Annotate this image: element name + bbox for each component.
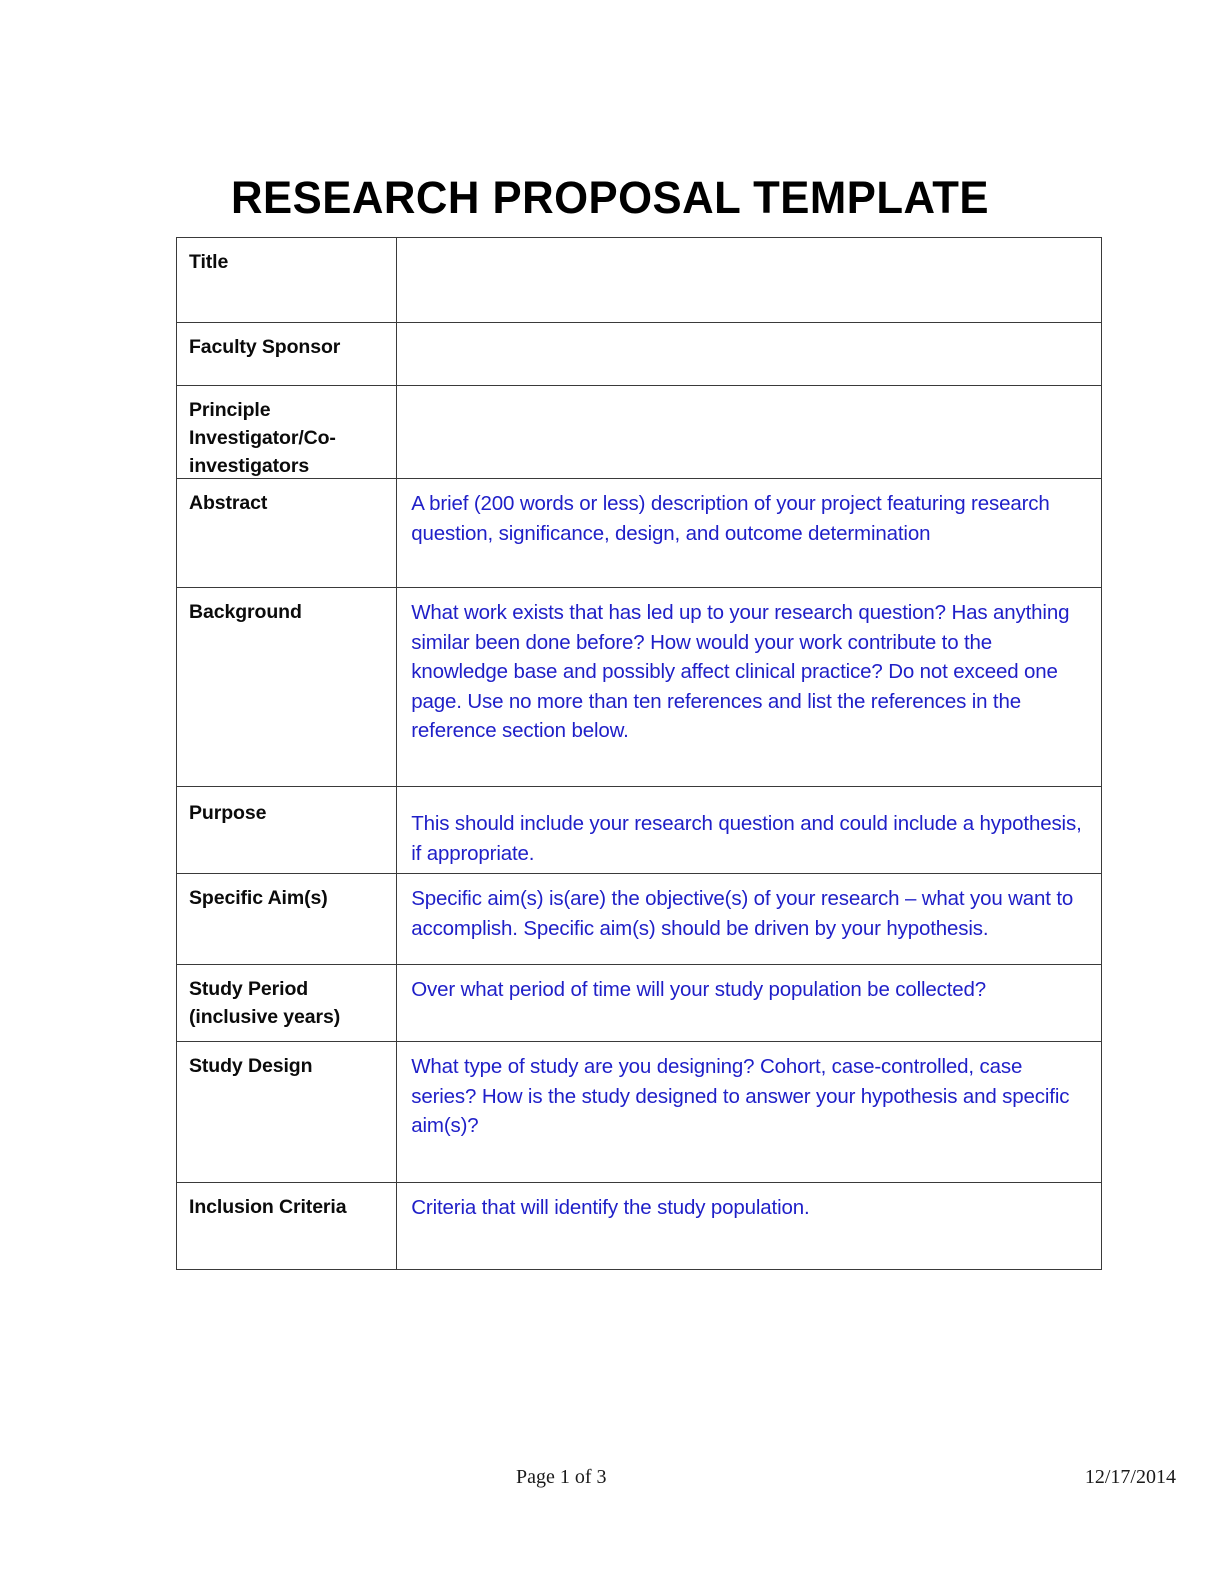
- row-label-cell-purpose: [177, 787, 397, 874]
- field-label-study-period-line2: (inclusive years): [189, 1006, 341, 1028]
- field-label-inclusion-criteria: Inclusion Criteria: [189, 1196, 347, 1218]
- row-value-cell-abstract[interactable]: [397, 479, 1102, 588]
- row-value-cell-specific-aims[interactable]: [397, 874, 1102, 965]
- row-value-cell-title[interactable]: [397, 238, 1102, 323]
- table-row: [177, 1042, 1102, 1183]
- field-label-abstract: Abstract: [189, 492, 268, 514]
- row-label-cell-principle-investigator: [177, 386, 397, 479]
- field-label-principle-investigator-line2: Investigator/Co-: [189, 427, 336, 449]
- page-title: RESEARCH PROPOSAL TEMPLATE: [231, 172, 989, 224]
- row-value-cell-study-period[interactable]: [397, 965, 1102, 1042]
- field-value-inclusion-criteria: Criteria that will identify the study population.: [411, 1196, 810, 1219]
- footer-date: 12/17/2014: [1084, 1466, 1176, 1488]
- row-value-cell-inclusion-criteria[interactable]: [397, 1183, 1102, 1270]
- footer-page-number: Page 1 of 3: [516, 1466, 607, 1488]
- field-label-study-period-line1: Study Period: [189, 978, 309, 1000]
- field-label-study-design: Study Design: [189, 1055, 313, 1077]
- row-label-cell-faculty-sponsor: [177, 323, 397, 386]
- field-label-purpose: Purpose: [189, 802, 267, 824]
- table-row: [177, 874, 1102, 965]
- table-row: [177, 965, 1102, 1042]
- table-row: [177, 787, 1102, 874]
- page-footer: [176, 1462, 1186, 1492]
- row-label-cell-study-period: [177, 965, 397, 1042]
- field-label-background: Background: [189, 601, 302, 623]
- field-value-specific-aims: Specific aim(s) is(are) the objective(s) of your research – what you want to accomplish. Specific aim(s) should be driven by your hypothesis.: [411, 887, 1074, 940]
- field-value-abstract: A brief (200 words or less) description of your project featuring research question, significance, design, and outcome determination: [411, 492, 1050, 545]
- table-row: [177, 588, 1102, 787]
- field-label-specific-aims: Specific Aim(s): [189, 887, 328, 909]
- table-row: [177, 386, 1102, 479]
- row-label-cell-abstract: [177, 479, 397, 588]
- row-value-cell-study-design[interactable]: [397, 1042, 1102, 1183]
- field-label-principle-investigator-line1: Principle: [189, 399, 271, 421]
- field-value-study-period: Over what period of time will your study population be collected?: [411, 978, 987, 1001]
- field-value-study-design: What type of study are you designing? Cohort, case-controlled, case series? How is the study designed to answer your hypothesis and specific aim(s)?: [411, 1055, 1070, 1137]
- row-value-cell-faculty-sponsor[interactable]: [397, 323, 1102, 386]
- row-label-cell-study-design: [177, 1042, 397, 1183]
- table-row: [177, 1183, 1102, 1270]
- row-value-cell-background[interactable]: [397, 588, 1102, 787]
- table-row: [177, 238, 1102, 323]
- row-label-cell-background: [177, 588, 397, 787]
- research-proposal-table: [176, 237, 1102, 1270]
- row-label-cell-inclusion-criteria: [177, 1183, 397, 1270]
- row-value-cell-purpose[interactable]: [397, 787, 1102, 874]
- field-value-background: What work exists that has led up to your research question? Has anything similar been done before? How would your work contribute to the knowledge base and possibly affect clinical practice? Do not exceed one page. Use no more than ten references and list the references in the reference section below.: [411, 601, 1070, 742]
- row-label-cell-title: [177, 238, 397, 323]
- row-value-cell-principle-investigator[interactable]: [397, 386, 1102, 479]
- field-label-principle-investigator-line3: investigators: [189, 455, 310, 477]
- row-label-cell-specific-aims: [177, 874, 397, 965]
- field-label-title: Title: [189, 251, 229, 273]
- table-row: [177, 479, 1102, 588]
- table-row: [177, 323, 1102, 386]
- field-value-purpose: This should include your research question and could include a hypothesis, if appropriate.: [411, 812, 1082, 865]
- field-label-faculty-sponsor: Faculty Sponsor: [189, 336, 341, 358]
